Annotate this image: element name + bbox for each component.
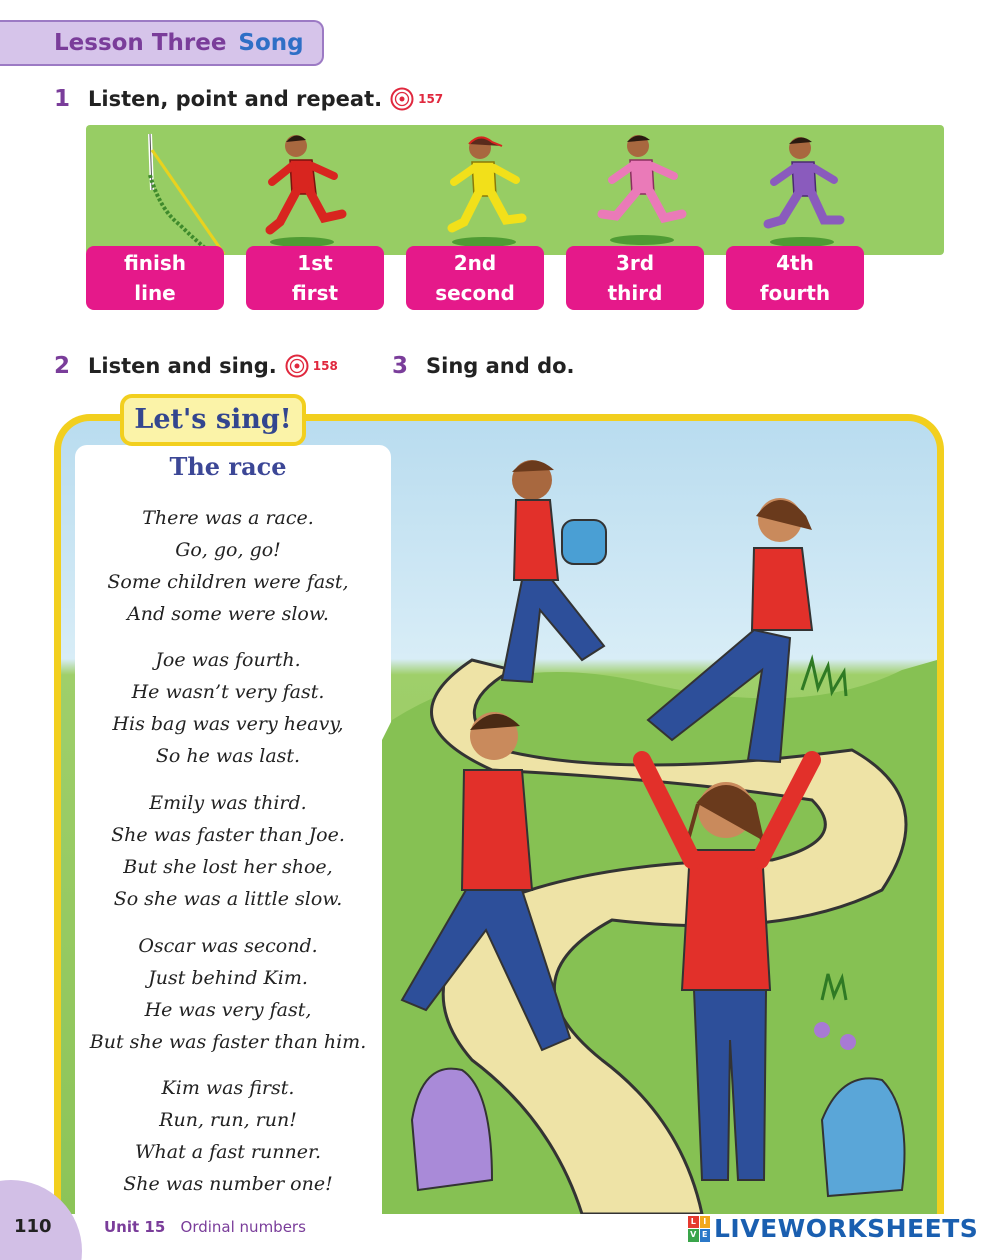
label-line-1: finish bbox=[123, 251, 187, 275]
label-line-1: 1st bbox=[297, 251, 333, 275]
brand-name: LIVEWORKSHEETS bbox=[714, 1214, 979, 1243]
label-line-1: 3rd bbox=[615, 251, 655, 275]
runner-fourth-purple bbox=[760, 132, 850, 250]
label-line-2: fourth bbox=[759, 281, 831, 305]
exercise-1-heading bbox=[54, 86, 443, 112]
lyric-line: Just behind Kim. bbox=[148, 967, 308, 989]
exercise-instruction: Sing and do. bbox=[426, 354, 575, 378]
track-number: 157 bbox=[418, 92, 444, 106]
label-line-1: 4th bbox=[776, 251, 814, 275]
label-line-2: first bbox=[291, 281, 339, 305]
lyric-line: But she was faster than him. bbox=[89, 1031, 367, 1053]
lyric-line: And some were slow. bbox=[127, 603, 329, 625]
race-scene-illustration bbox=[382, 420, 937, 1214]
lyric-line: So she was a little slow. bbox=[113, 888, 343, 910]
exercise-number: 2 bbox=[54, 353, 71, 379]
exercise-3-heading bbox=[392, 353, 575, 379]
cd-icon bbox=[285, 354, 309, 378]
lesson-title: Lesson Three bbox=[54, 30, 227, 56]
liveworksheets-brand[interactable] bbox=[688, 1214, 978, 1243]
exercise-number: 3 bbox=[392, 353, 409, 379]
lesson-type: Song bbox=[238, 30, 304, 56]
song-title: The race bbox=[169, 452, 287, 481]
lyric-line: Emily was third. bbox=[149, 792, 307, 814]
verse-1 bbox=[68, 502, 388, 630]
verse-5 bbox=[68, 1072, 388, 1200]
lyric-line: What a fast runner. bbox=[135, 1141, 321, 1163]
label-first bbox=[246, 246, 384, 310]
label-fourth bbox=[726, 246, 864, 310]
finish-line-illustration bbox=[140, 130, 230, 255]
audio-track-157[interactable] bbox=[390, 87, 443, 111]
lyric-line: But she lost her shoe, bbox=[123, 856, 333, 878]
audio-track-158[interactable] bbox=[285, 354, 338, 378]
lyric-line: So he was last. bbox=[155, 745, 301, 767]
verse-3 bbox=[68, 787, 388, 915]
lyric-line: There was a race. bbox=[142, 507, 314, 529]
verse-2 bbox=[68, 644, 388, 772]
cd-icon bbox=[390, 87, 414, 111]
lyric-line: Kim was first. bbox=[161, 1077, 295, 1099]
runner-first-red bbox=[262, 130, 352, 248]
liveworksheets-logo-icon: L I V E bbox=[688, 1216, 710, 1242]
exercise-instruction: Listen, point and repeat. bbox=[88, 87, 383, 111]
label-line-2: second bbox=[435, 281, 515, 305]
runner-third-pink bbox=[596, 130, 692, 248]
unit-topic: Ordinal numbers bbox=[180, 1218, 306, 1236]
exercise-number: 1 bbox=[54, 86, 71, 112]
lyric-line: Some children were fast, bbox=[107, 571, 349, 593]
unit-label: Unit 15 bbox=[104, 1218, 166, 1236]
lyric-line: He wasn’t very fast. bbox=[131, 681, 325, 703]
lyric-line: Oscar was second. bbox=[138, 935, 318, 957]
label-second bbox=[406, 246, 544, 310]
track-number: 158 bbox=[312, 359, 338, 373]
label-third bbox=[566, 246, 704, 310]
lyric-line: He was very fast, bbox=[144, 999, 312, 1021]
lyric-line: She was faster than Joe. bbox=[111, 824, 345, 846]
label-line-2: third bbox=[607, 281, 663, 305]
lyric-line: Go, go, go! bbox=[175, 539, 281, 561]
lesson-header-tab bbox=[0, 20, 324, 66]
exercise-2-heading bbox=[54, 353, 338, 379]
lyric-line: Joe was fourth. bbox=[155, 649, 301, 671]
label-line-2: line bbox=[134, 281, 176, 305]
footer-unit bbox=[104, 1218, 306, 1236]
lyric-line: Run, run, run! bbox=[159, 1109, 297, 1131]
page-number: 110 bbox=[14, 1216, 52, 1237]
verse-4 bbox=[68, 930, 388, 1058]
lets-sing-badge: Let's sing! bbox=[120, 394, 306, 446]
runner-second-yellow bbox=[440, 132, 530, 250]
lyric-line: His bag was very heavy, bbox=[112, 713, 344, 735]
label-finish-line bbox=[86, 246, 224, 310]
label-line-1: 2nd bbox=[453, 251, 497, 275]
lyric-line: She was number one! bbox=[123, 1173, 333, 1195]
exercise-instruction: Listen and sing. bbox=[88, 354, 277, 378]
